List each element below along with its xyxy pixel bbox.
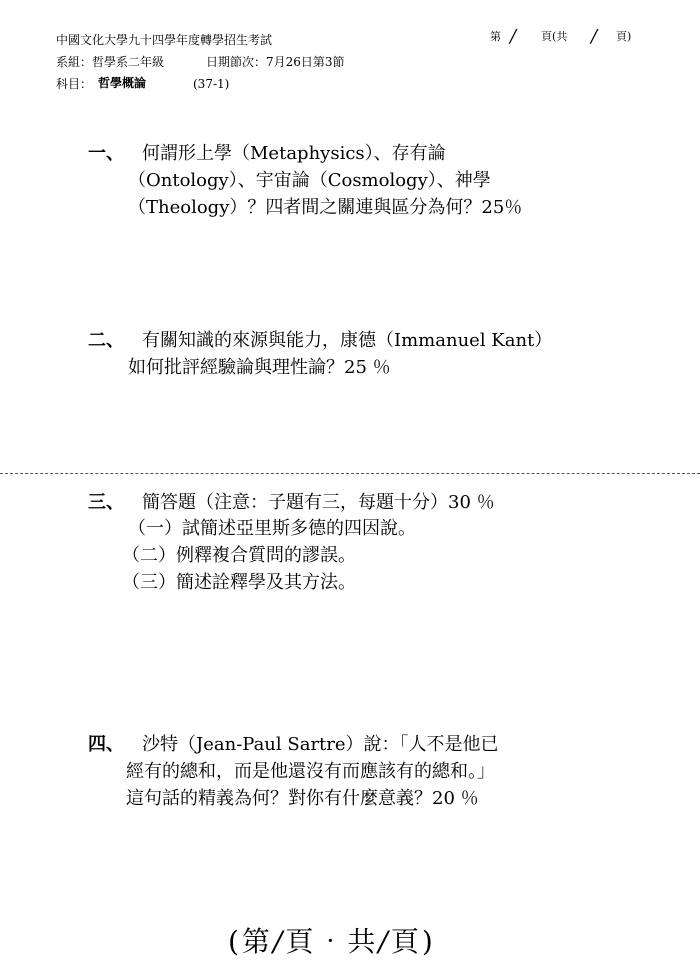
question-2-line-2: 如何批評經驗論與理性論？25 ％ <box>128 357 391 378</box>
subject-value: 哲學概論 <box>98 76 147 90</box>
question-1-number: 一、 <box>88 143 124 164</box>
footer-page-number: / <box>272 925 286 958</box>
subject-label: 科目： <box>56 77 93 91</box>
exam-title: 中國文化大學九十四學年度轉學招生考試 <box>56 33 273 47</box>
question-3-sub-2: （二）例釋複合質問的謬誤。 <box>122 545 356 566</box>
question-2-line-1: 有關知識的來源與能力，康德（Immanuel Kant） <box>142 330 553 351</box>
question-4-line-2: 經有的總和，而是他還沒有而應該有的總和。」 <box>126 761 495 782</box>
question-1-line-2: （Ontology）、宇宙論（Cosmology）、神學 <box>128 170 491 191</box>
scan-divider-line <box>0 473 700 474</box>
page-total-handwritten: / <box>591 26 598 47</box>
page-label-ye-gong: 頁(共 <box>541 30 568 43</box>
footer-open: (第 <box>228 925 273 958</box>
footer-close: 頁) <box>390 925 436 958</box>
footer-mid: 頁‧共 <box>285 925 379 958</box>
question-1-line-3: （Theology）？四者間之關連與區分為何？25％ <box>128 197 523 218</box>
question-3-line-1: 簡答題（注意：子題有三，每題十分）30 ％ <box>142 492 495 513</box>
question-4-number: 四、 <box>88 734 124 755</box>
question-4-line-1: 沙特（Jean-Paul Sartre）說：「人不是他已 <box>142 734 499 755</box>
page-number-handwritten: / <box>510 26 517 47</box>
department-line: 系組：哲學系二年級 <box>56 55 165 69</box>
question-3-sub-3: （三）簡述詮釋學及其方法。 <box>122 572 356 593</box>
question-2-number: 二、 <box>88 330 124 351</box>
page-label-di: 第 <box>490 30 501 43</box>
page-label-ye-end: 頁) <box>616 30 632 43</box>
question-3-number: 三、 <box>88 492 124 513</box>
question-3-sub-1: （一）試簡述亞里斯多德的四因說。 <box>128 518 416 539</box>
question-4-line-3: 這句話的精義為何？對你有什麼意義？20 ％ <box>126 788 479 809</box>
footer-page-indicator <box>228 920 436 960</box>
footer-page-total: / <box>378 925 391 958</box>
date-session-line: 日期節次：7月26日第3節 <box>206 55 345 69</box>
question-1-line-1: 何謂形上學（Metaphysics）、存有論 <box>142 143 446 164</box>
paper-code: (37-1) <box>193 77 230 91</box>
